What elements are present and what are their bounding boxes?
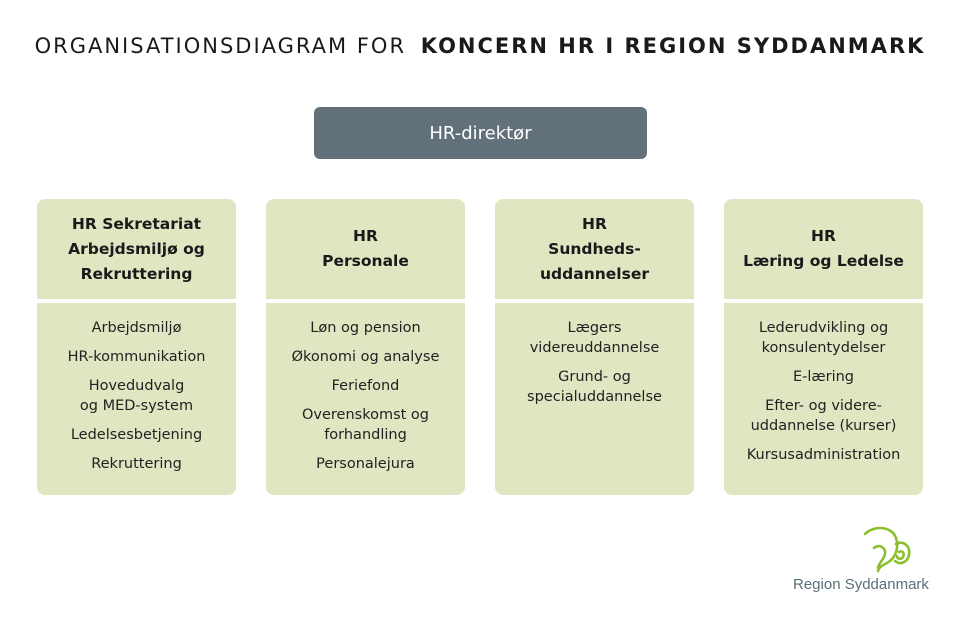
department-item: Kursusadministration	[746, 447, 901, 463]
department-item: HR-kommunikation	[67, 349, 206, 365]
department-item: Løn og pension	[310, 320, 421, 336]
department-title: HR Læring og Ledelse	[743, 227, 904, 270]
department-item-list	[37, 303, 236, 474]
department-item: Efter- og videre- uddannelse (kurser)	[750, 398, 897, 434]
department-box-hr-laering-og-ledelse	[724, 199, 923, 495]
department-item: Økonomi og analyse	[291, 349, 440, 365]
page-title	[0, 34, 960, 58]
hr-director-label: HR-direktør	[429, 122, 532, 144]
department-item: Lederudvikling og konsulentydelser	[758, 320, 889, 356]
department-header	[37, 199, 236, 303]
department-item: Grund- og specialuddannelse	[527, 369, 662, 405]
region-syddanmark-logo-icon	[860, 526, 916, 574]
region-syddanmark-logo-text: Region Syddanmark	[793, 576, 929, 593]
department-box-hr-sundhedsuddannelser	[495, 199, 694, 495]
department-title: HR Sundheds- uddannelser	[540, 214, 649, 283]
department-item-list	[495, 303, 694, 407]
department-header	[266, 199, 465, 303]
hr-director-box	[314, 107, 647, 159]
department-box-hr-sekretariat	[37, 199, 236, 495]
department-item: Feriefond	[331, 378, 400, 394]
department-item: Hovedudvalg og MED-system	[79, 378, 194, 414]
department-title: HR Personale	[322, 227, 409, 270]
department-item: Personalejura	[316, 456, 415, 472]
department-item: E-læring	[792, 369, 855, 385]
region-syddanmark-logo	[790, 526, 930, 596]
department-header	[724, 199, 923, 303]
department-item: Overenskomst og forhandling	[301, 407, 430, 443]
department-box-hr-personale	[266, 199, 465, 495]
department-item: Arbejdsmiljø	[91, 320, 182, 336]
department-item-list	[266, 303, 465, 474]
department-item: Ledelsesbetjening	[70, 427, 203, 443]
department-title: HR Sekretariat Arbejdsmiljø og Rekruttering	[68, 214, 205, 283]
department-header	[495, 199, 694, 303]
department-item: Rekruttering	[91, 456, 182, 472]
page-title-prefix: ORGANISATIONSDIAGRAM FOR	[34, 34, 407, 58]
department-item: Lægers videreuddannelse	[529, 320, 660, 356]
department-item-list	[724, 303, 923, 465]
page-title-organization: KONCERN HR I REGION SYDDANMARK	[420, 34, 926, 58]
